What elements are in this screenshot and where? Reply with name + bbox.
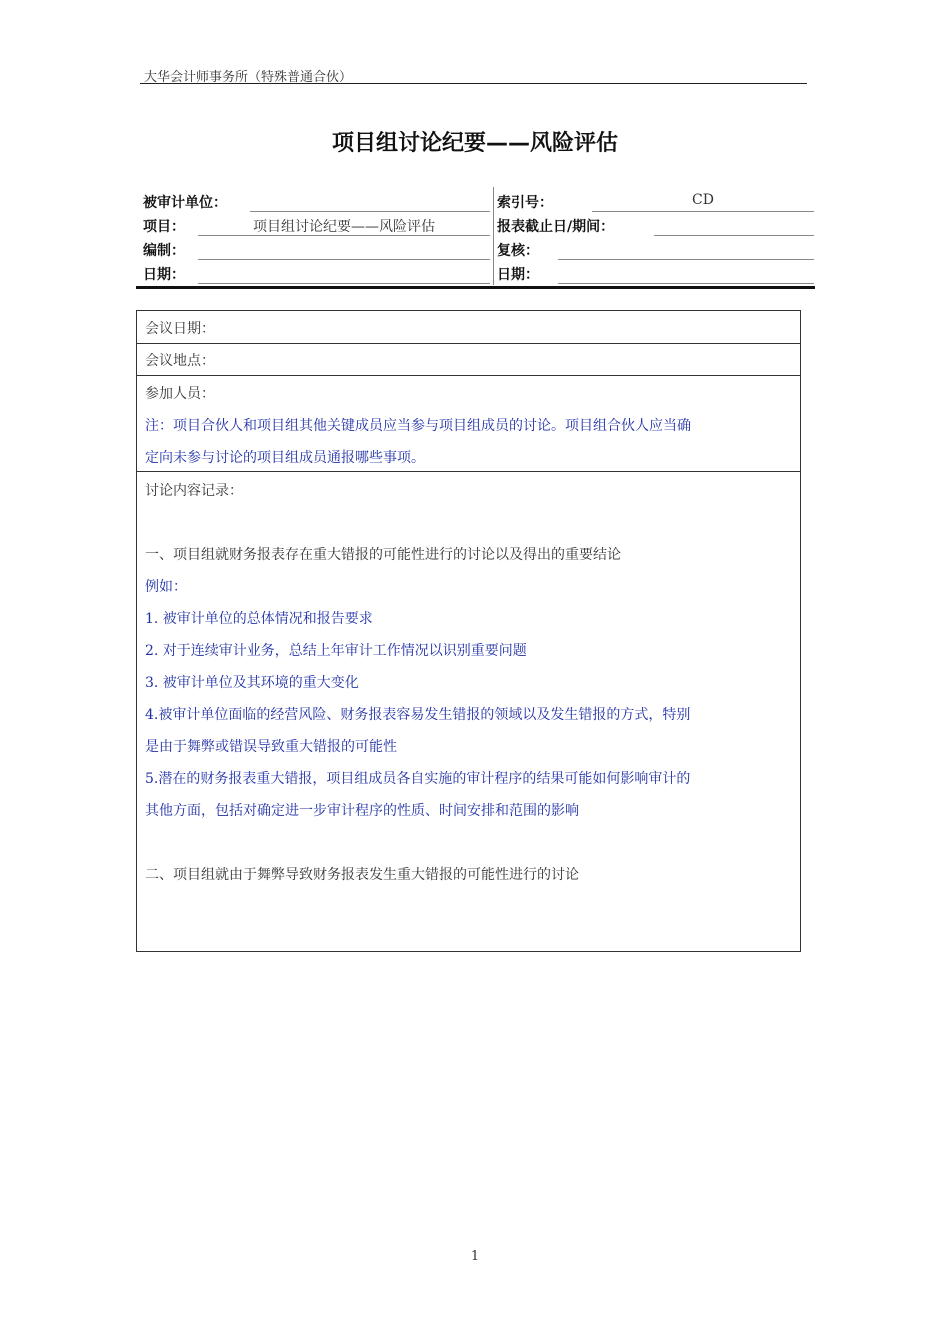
info-column-divider [493,187,494,285]
prepared-label: 编制： [143,243,185,259]
minutes-table [136,310,801,952]
record-label: 讨论内容记录： [145,483,243,499]
date-left-underline [198,283,490,284]
project-label: 项目： [143,219,185,235]
audited-unit-label: 被审计单位： [143,195,227,211]
prepared-underline [198,259,490,260]
reviewed-underline [558,259,814,260]
section1-title: 一、项目组就财务报表存在重大错报的可能性进行的讨论以及得出的重要结论 [145,547,621,563]
page-title: 项目组讨论纪要——风险评估 [331,131,618,156]
attendees-note-line1: 注：项目合伙人和项目组其他关键成员应当参与项目组成员的讨论。项目组合伙人应当确 [145,418,691,434]
index-label: 索引号： [497,195,553,211]
info-block [136,187,815,289]
date-left-label: 日期： [143,267,185,283]
list-item: 5.潜在的财务报表重大错报，项目组成员各自实施的审计程序的结果可能如何影响审计的 [145,771,691,787]
list-item: 1. 被审计单位的总体情况和报告要求 [145,611,373,627]
reviewed-label: 复核： [497,243,539,259]
list-item-continued: 其他方面，包括对确定进一步审计程序的性质、时间安排和范围的影响 [145,803,579,819]
list-item-continued: 是由于舞弊或错误导致重大错报的可能性 [145,739,397,755]
report-date-underline [654,235,814,236]
firm-name: 大华会计师事务所（特殊普通合伙） [144,70,353,85]
date-right-underline [558,283,814,284]
example-label: 例如： [145,579,187,595]
header-divider [140,83,807,84]
info-bottom-rule [136,286,815,289]
index-underline [592,211,814,212]
meeting-place-row [137,343,800,376]
attendees-note-line2: 定向未参与讨论的项目组成员通报哪些事项。 [145,450,425,466]
list-item: 2. 对于连续审计业务，总结上年审计工作情况以识别重要问题 [145,643,527,659]
meeting-date-label: 会议日期： [145,321,215,337]
meeting-place-label: 会议地点： [145,353,215,369]
meeting-date-row [137,311,800,344]
list-item: 4.被审计单位面临的经营风险、财务报表容易发生错报的领域以及发生错报的方式，特别 [145,707,691,723]
audited-unit-underline [250,211,490,212]
report-date-label: 报表截止日/期间： [497,219,615,235]
list-item: 3. 被审计单位及其环境的重大变化 [145,675,359,691]
section2-title: 二、项目组就由于舞弊导致财务报表发生重大错报的可能性进行的讨论 [145,867,579,883]
project-value: 项目组讨论纪要——风险评估 [253,219,435,235]
page-number: 1 [470,1249,480,1264]
index-value: CD [692,192,714,208]
attendees-row [137,375,800,472]
discussion-record [137,472,800,951]
attendees-label: 参加人员： [145,386,215,402]
date-right-label: 日期： [497,267,539,283]
project-underline [198,235,490,236]
